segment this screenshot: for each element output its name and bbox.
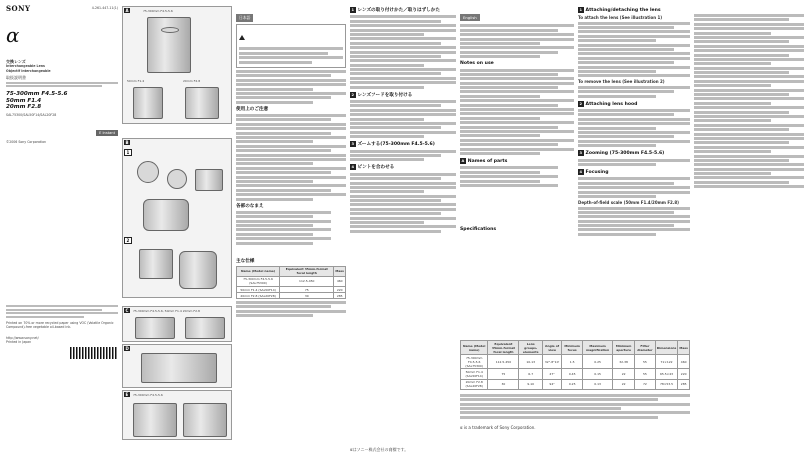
cover-panel <box>6 4 118 458</box>
table-cell: 30 <box>488 379 519 389</box>
sony-url[interactable]: http://www.sony.net/ <box>6 335 39 340</box>
heading-zoom-en: 3 Zooming (75-300mm F4.5-5.6) <box>579 151 665 157</box>
table-cell: 22 <box>613 379 635 389</box>
english-panel-3 <box>694 4 804 334</box>
table-cell: 47° <box>542 369 561 379</box>
lens-20-drawing <box>185 87 219 119</box>
figure-a-caption-2: 50mm F1.4 <box>127 79 145 83</box>
heading-focus-jp: 4 ピントを合わせる <box>351 165 395 171</box>
heading-zoom-jp: 3 ズームする(75-300mm F4.5-5.6) <box>351 142 435 148</box>
spec-header-groups: Lens groups-elements <box>519 341 542 355</box>
table-cell: 78×53.5 <box>655 379 678 389</box>
printed-in: Printed in Japan <box>6 340 32 345</box>
table-cell: 65.5×43 <box>655 369 678 379</box>
figure-a-label: A <box>125 8 129 13</box>
lens-50-drawing <box>133 87 163 119</box>
spec-header-focus: Minimum focus <box>562 341 583 355</box>
spec-jp-cell: 75 <box>280 287 334 293</box>
spec-header-aperture: Minimum aperture <box>613 341 635 355</box>
heading-focus-en: 4 Focusing <box>579 169 609 175</box>
footer-jp: αはソニー株式会社の商標です。 <box>350 446 409 452</box>
table-cell: 94° <box>542 379 561 389</box>
table-cell: 0.13 <box>583 379 613 389</box>
figure-b-label: B <box>125 140 129 145</box>
subheading-remove-en: To remove the lens (See illustration 2) <box>578 79 665 85</box>
english-panel-2 <box>578 4 690 334</box>
table-cell: 9-10 <box>519 379 542 389</box>
table-cell: 75-300mm F4.5-5.6 (SAL75300) <box>461 355 488 369</box>
copyright: ©2006 Sony Corporation <box>6 140 47 145</box>
table-cell: 50mm F1.4 (SAL50F14) <box>461 369 488 379</box>
spec-jp-header-name: Name (Model name) <box>237 266 280 276</box>
table-cell: 0.25 <box>562 379 583 389</box>
model-line-3: 20mm F2.8 <box>6 104 42 111</box>
table-cell: 285 <box>678 379 690 389</box>
spec-header-name: Name (Model name) <box>461 341 488 355</box>
japanese-banner: 日本語 <box>236 14 253 22</box>
spec-jp-cell: 50mm F1.4 (SAL50F14) <box>237 287 280 293</box>
barcode <box>70 347 118 359</box>
subheading-attach-en: To attach the lens (See illustration 1) <box>578 15 663 20</box>
zoom-drawing <box>141 353 217 383</box>
figure-c <box>122 306 232 342</box>
heading-parts-en: A Names of parts <box>461 158 508 164</box>
english-banner: English <box>460 14 480 21</box>
spec-table-en <box>460 340 690 390</box>
table-cell: 32°-8°10' <box>542 355 561 369</box>
heading-hood-jp: 2 レンズフードを取り付ける <box>351 92 413 98</box>
subheading-dof-en: Depth-of-field scale (50mm F1.4/20mm F2.8) <box>578 199 679 205</box>
figure-d-label: D <box>125 346 129 351</box>
table-cell: 0.25 <box>583 355 613 369</box>
heading-hood-en: 2 Attaching lens hood <box>579 101 638 107</box>
manual-label-jp: 取扱説明書 <box>6 75 26 81</box>
focus-drawing-1 <box>133 403 177 437</box>
table-cell: 1.5 <box>562 355 583 369</box>
table-cell: 72 <box>635 379 656 389</box>
table-cell: 112.5-450 <box>488 355 519 369</box>
japanese-panel-1 <box>236 4 346 458</box>
figure-b <box>122 138 232 298</box>
spec-jp-cell: 285 <box>334 293 346 299</box>
table-cell: 20mm F2.8 (SAL20F28) <box>461 379 488 389</box>
model-line-2: 50mm F1.4 <box>6 97 42 104</box>
table-cell: 10-13 <box>519 355 542 369</box>
warning-icon <box>239 35 245 40</box>
sony-logo: SONY <box>6 4 31 13</box>
figure-e-caption: 75-300mm F4.5-5.6 <box>133 393 163 397</box>
figures-panel-top <box>122 4 232 458</box>
lens-ring <box>161 27 179 33</box>
heading-spec-jp: 主な仕様 <box>236 258 255 264</box>
table-cell: 220 <box>678 369 690 379</box>
table-cell: 6-7 <box>519 369 542 379</box>
hood-drawing-1 <box>135 317 175 339</box>
camera-body-drawing <box>195 169 223 191</box>
instant-badge: E Instant <box>96 130 118 136</box>
figure-c-caption: 75-300mm F4.5-5.6, 50mm F1.4 20mm F2.8 <box>133 309 200 313</box>
heading-attach-jp: 1 レンズの取り付けかた／取りはずしかた <box>351 8 440 13</box>
spec-jp-cell: 460 <box>334 276 346 286</box>
table-cell: 71×122 <box>655 355 678 369</box>
spec-jp-cell: 30 <box>280 293 334 299</box>
spec-table-en-wrap <box>460 340 690 430</box>
spec-jp-header-focal: Equivalent 35mm-format focal length <box>280 266 334 276</box>
spec-jp-cell: 75-300mm F4.5-5.6 (SAL75300) <box>237 276 280 286</box>
table-cell: 0.15 <box>583 369 613 379</box>
heading-spec-en: Specifications <box>460 226 497 232</box>
figure-a-caption-3: 20mm F2.8 <box>183 79 201 83</box>
spec-jp-cell: 20mm F2.8 (SAL20F28) <box>237 293 280 299</box>
table-cell: 460 <box>678 355 690 369</box>
table-cell: 0.45 <box>562 369 583 379</box>
table-cell: 55 <box>635 355 656 369</box>
table-cell: 75 <box>488 369 519 379</box>
spec-jp-cell: 112.5-450 <box>280 276 334 286</box>
heading-notes-en: Notes on use <box>460 61 494 67</box>
spec-header-focal: Equivalent 35mm-format focal length <box>488 341 519 355</box>
spec-header-magnification: Maximum magnification <box>583 341 613 355</box>
spec-header-mass: Mass <box>678 341 690 355</box>
alpha-logo: α <box>6 23 20 47</box>
camera-drawing <box>179 251 217 289</box>
safety-caution-box <box>236 24 346 68</box>
attach-drawing <box>143 199 189 231</box>
lens-75-300-drawing <box>147 17 191 73</box>
figure-a-caption-1: 75-300mm F4.5-5.6 <box>143 9 173 13</box>
model-line-1: 75-300mm F4.5-5.6 <box>6 91 68 98</box>
spec-header-angle: Angle of view <box>542 341 561 355</box>
spec-header-dimensions: Dimensions <box>655 341 678 355</box>
figure-a <box>122 6 232 124</box>
heading-safety-jp: 使用上のご注意 <box>236 106 269 112</box>
mount-drawing <box>137 161 159 183</box>
part-code: 4-261-447-11(1) <box>91 6 118 11</box>
japanese-panel-2 <box>350 4 456 458</box>
figure-b-step-2: 2 <box>124 237 132 244</box>
subtitle-en: Interchangeable Lens <box>6 64 45 69</box>
lens-cap-drawing <box>167 169 187 189</box>
table-cell: 55 <box>635 369 656 379</box>
spec-table-jp <box>236 266 346 300</box>
figure-e-label: E <box>125 392 129 397</box>
spec-header-filter: Filter diameter <box>635 341 656 355</box>
figure-e <box>122 390 232 440</box>
recycle-note: Printed on 70% or more recycled paper using VOC (Volatile Organic Compound)-free vegetable oil-based ink. <box>6 320 114 330</box>
detach-drawing <box>139 249 173 279</box>
hood-drawing-2 <box>185 317 225 339</box>
footer-en: α is a trademark of Sony Corporation. <box>460 424 536 430</box>
title-jp: 交換レンズ <box>6 59 26 64</box>
spec-jp-cell: 220 <box>334 287 346 293</box>
figure-c-label: C <box>125 308 129 313</box>
figure-b-step-1: 1 <box>124 149 132 156</box>
figure-d <box>122 344 232 388</box>
table-cell: 22 <box>613 369 635 379</box>
heading-parts-jp: 各部のなまえ <box>236 203 264 209</box>
focus-drawing-2 <box>183 403 227 437</box>
spec-jp-header-mass: Mass <box>334 266 346 276</box>
subtitle-fr: Objectif interchangeable <box>6 68 51 73</box>
table-cell: 32-38 <box>613 355 635 369</box>
model-codes: SAL75300/SAL50F14/SAL20F28 <box>6 112 57 117</box>
heading-attach-en: 1 Attaching/detaching the lens <box>579 8 661 13</box>
